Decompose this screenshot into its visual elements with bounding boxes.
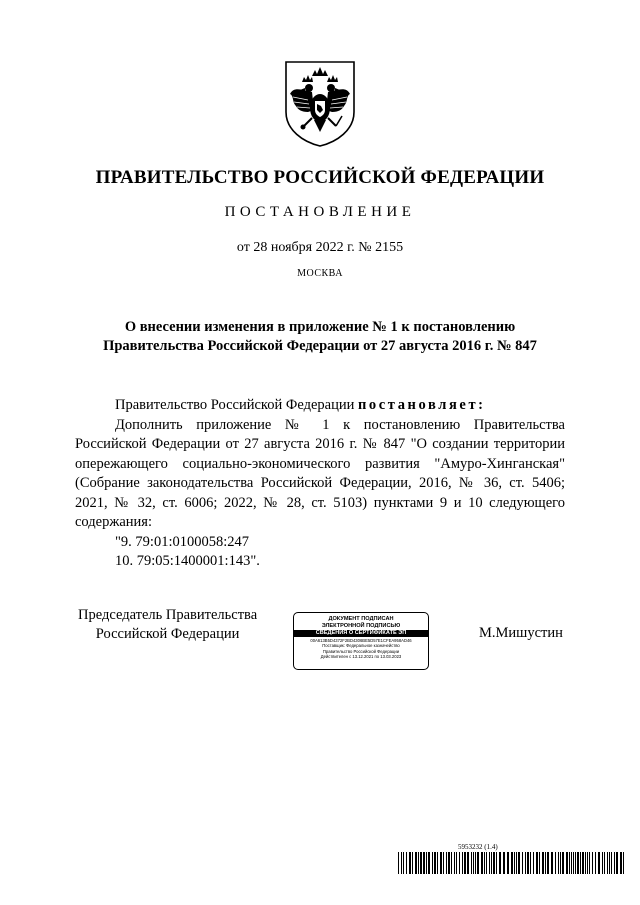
document-subject bbox=[70, 318, 570, 356]
intro-resolves: постановляет: bbox=[357, 397, 486, 413]
stamp-issuer: Поставщик: Федеральное казначейство bbox=[322, 643, 400, 649]
barcode-icon bbox=[398, 852, 628, 874]
signatory-name: М.Мишустин bbox=[479, 625, 563, 641]
list-item-10: 10. 79:05:1400001:143". bbox=[115, 553, 260, 569]
stamp-validity: Действителен с 13.12.2021 по 13.03.2023 bbox=[320, 654, 402, 660]
russian-coat-of-arms-icon bbox=[282, 60, 358, 148]
stamp-serial: 00A613B5D4372F2BD4306BE5D57E1CFEA958AD46 bbox=[310, 638, 412, 643]
subject-line-1: О внесении изменения в приложение № 1 к постановлению bbox=[124, 319, 516, 335]
main-paragraph: Дополнить приложение № 1 к постановлению Правительства Российской Федерации от 27 августа 2016 г. № 847 "О создании территории опережающего социально-экономического развития "Амуро-Хинганская" (Собрание законодательства Российской Федерации, 2016, № 36, ст. 5406; 2021, № 32, ст. 6006; 2022, № 28, ст. 5103) пунктами 9 и 10 следующего содержания: bbox=[75, 416, 565, 530]
electronic-signature-stamp bbox=[293, 612, 429, 670]
intro-prefix: Правительство Российской Федерации bbox=[115, 397, 355, 413]
stamp-certificate-band: СВЕДЕНИЯ О СЕРТИФИКАТЕ ЭП bbox=[294, 630, 428, 637]
stamp-line-1: ДОКУМЕНТ ПОДПИСАН bbox=[328, 616, 394, 622]
signatory-title-line-2: Российской Федерации bbox=[95, 626, 240, 642]
barcode-number: 5953232 (1.4) bbox=[458, 843, 498, 851]
document-body bbox=[75, 396, 565, 572]
document-date-number: от 28 ноября 2022 г. № 2155 bbox=[236, 240, 404, 255]
list-item-9: "9. 79:01:0100058:247 bbox=[115, 533, 250, 550]
signatory-title-line-1: Председатель Правительства bbox=[78, 607, 258, 623]
subject-line-2: Правительства Российской Федерации от 27 августа 2016 г. № 847 bbox=[103, 338, 537, 354]
document-type: ПОСТАНОВЛЕНИЕ bbox=[224, 204, 416, 220]
document-city: МОСКВА bbox=[297, 268, 343, 279]
government-title: ПРАВИТЕЛЬСТВО РОССИЙСКОЙ ФЕДЕРАЦИИ bbox=[95, 167, 545, 188]
signatory-title bbox=[78, 606, 257, 644]
stamp-line-2: ЭЛЕКТРОННОЙ ПОДПИСЬЮ bbox=[321, 622, 401, 629]
stamp-owner: Правительство Российской Федерации bbox=[322, 648, 400, 654]
intro-paragraph bbox=[75, 396, 565, 416]
